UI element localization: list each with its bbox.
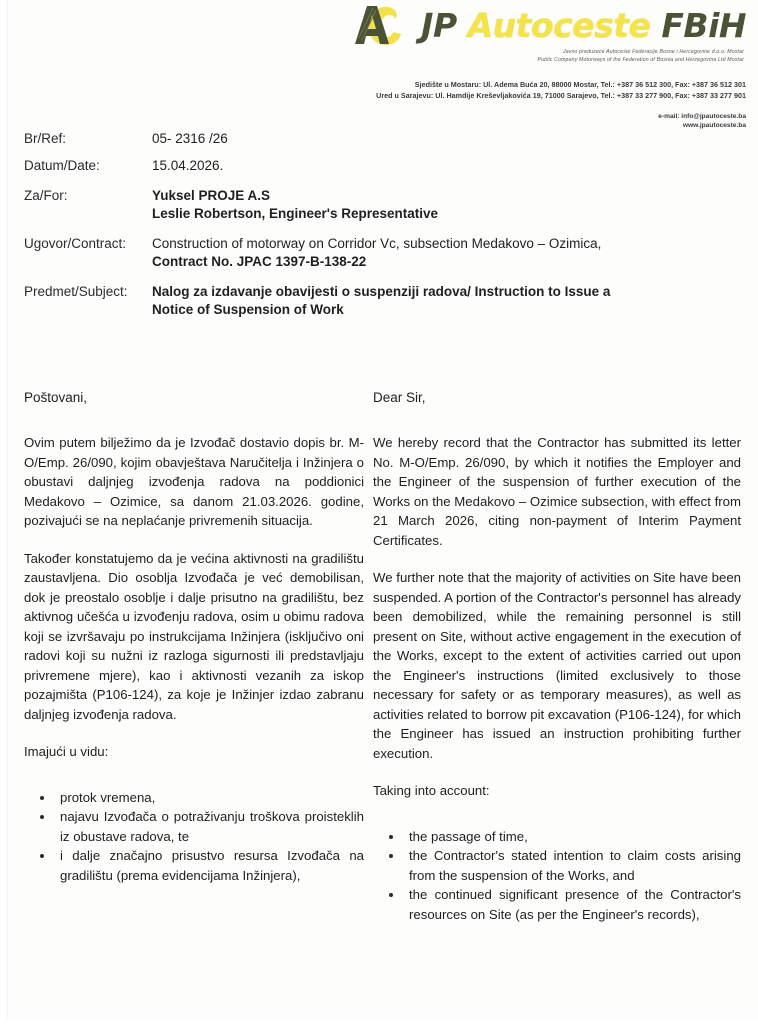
list-item: i dalje značajno prisustvo resursa Izvođača na gradilištu (prema evidencijama Inžinjera),	[24, 846, 364, 885]
email-web-details	[658, 112, 746, 130]
contact-line-sarajevo: Ured u Sarajevu: Ul. Hamdije Kreševljakovića 19, 71000 Sarajevo, Tel.: +387 33 277 900, Fax: +387 33 277 901	[376, 90, 746, 100]
list-item: the Contractor's stated intention to claim costs arising from the suspension of the Works, and	[373, 846, 741, 885]
reference-row-ref	[24, 130, 740, 148]
website-line[interactable]: www.jpautoceste.ba	[682, 122, 746, 129]
email-line[interactable]: e-mail: info@jpautoceste.ba	[658, 113, 746, 120]
recipient-person: Leslie Robertson, Engineer's Representative	[152, 206, 439, 221]
bullet-list-bs	[24, 788, 364, 886]
column-english	[373, 388, 741, 924]
bullet-list-en	[373, 827, 741, 925]
company-logo	[353, 4, 746, 64]
list-item: protok vremena,	[24, 788, 364, 808]
reference-block	[24, 130, 740, 328]
logo-tagline-bs: Javno preduzeće Autoceste Federacije Bosne i Hercegovine d.o.o. Mostar	[562, 49, 744, 55]
paragraph-bs-1: Ovim putem bilježimo da je Izvođač dostavio dopis br. M-O/Emp. 26/090, kojim obavještava Naručitelja i Inžinjera o obustavi daljnjeg izvođenja radova na poddionici Medakovo – Ozimice, sa danom 21.03.2026. godine, pozivajući se na neplaćanje privremenih situacija.	[24, 435, 364, 528]
reference-row-recipient	[24, 187, 740, 223]
list-lead-bs: Imajući u vidu:	[24, 744, 109, 759]
logo-text-fbih: FBiH	[661, 6, 746, 45]
reference-row-contract	[24, 235, 740, 271]
salutation-bs: Poštovani,	[24, 390, 88, 405]
list-item: the passage of time,	[373, 827, 741, 847]
list-item: the continued significant presence of the Contractor's resources on Site (as per the Engineer's records),	[373, 885, 741, 924]
scan-edge-bottom	[0, 1018, 758, 1024]
for-label: Za/For:	[24, 188, 68, 203]
paragraph-en-2: We further note that the majority of activities on Site have been suspended. A portion of the Contractor's personnel has already been demobilized, while the remaining personnel is still present on Site, without active engagement in the execution of the Works, except to the extent of activities carried out upon the Engineer's instructions (limited exclusively to those necessary for safety or as temporary measures), as well as activities related to borrow pit excavation (P106-124), for which the Engineer has issued an instruction prohibiting further execution.	[373, 570, 741, 761]
list-lead-en: Taking into account:	[373, 783, 490, 798]
ref-value: 05- 2316 /26	[152, 131, 228, 146]
date-label: Datum/Date:	[24, 158, 100, 173]
list-item: najavu Izvođača o potraživanju troškova proisteklih iz obustave radova, te	[24, 807, 364, 846]
paragraph-bs-2: Također konstatujemo da je većina aktivnosti na gradilištu zaustavljena. Dio osoblja Izvođača je već demobilisan, dok je preostalo osoblje i dalje prisutno na gradilištu, bez aktivnog učešća u izvođenju radova, osim u obimu radova koji se izvršavaju po instrukcijama Inžinjera (isključivo oni radovi koji su nužni iz razloga sigurnosti ili predstavljaju privremene mjere), kao i aktivnosti vezanih za iskop pozajmišta (P106-124), za koje je Inžinjer izdao zabranu daljnjeg izvođenja radova.	[24, 550, 364, 722]
reference-row-subject	[24, 283, 740, 319]
letterhead	[8, 0, 758, 130]
ref-label: Br/Ref:	[24, 131, 67, 146]
contract-label: Ugovor/Contract:	[24, 236, 127, 251]
subject-value	[152, 283, 610, 319]
subject-line-1: Nalog za izdavanje obavijesti o suspenziji radova/ Instruction to Issue a	[152, 284, 611, 299]
ac-monogram-icon	[353, 4, 415, 48]
contract-description: Construction of motorway on Corridor Vc, subsection Medakovo – Ozimica,	[152, 236, 602, 251]
logo-tagline-en: Public Company Motorways of the Federation of Bosnia and Herzegovina Ltd Mostar	[537, 57, 744, 63]
recipient-company: Yuksel PROJE A.S	[152, 188, 271, 203]
subject-label: Predmet/Subject:	[24, 284, 128, 299]
contract-number: Contract No. JPAC 1397-B-138-22	[152, 254, 367, 269]
contract-value	[152, 235, 601, 271]
column-bosnian	[24, 388, 364, 885]
date-value: 15.04.2026.	[152, 158, 224, 173]
contact-details	[376, 80, 746, 101]
reference-row-date	[24, 157, 740, 175]
logo-text-autoceste: Autoceste	[467, 6, 651, 45]
contact-line-mostar: Sjedište u Mostaru: Ul. Adema Buća 20, 88000 Mostar, Tel.: +387 36 512 300, Fax: +387 36 512 301	[414, 80, 746, 89]
paragraph-en-1: We hereby record that the Contractor has submitted its letter No. M-O/Emp. 26/090, by which it notifies the Employer and the Engineer of the suspension of further execution of the Works on the Medakovo – Ozimice subsection, with effect from 21 March 2026, citing non-payment of Interim Payment Certificates.	[373, 435, 741, 548]
scan-edge-left	[0, 0, 8, 1024]
subject-line-2: Notice of Suspension of Work	[152, 302, 344, 317]
for-value	[152, 187, 438, 223]
salutation-en: Dear Sir,	[373, 390, 426, 405]
logo-text-jp: JP	[421, 6, 457, 45]
